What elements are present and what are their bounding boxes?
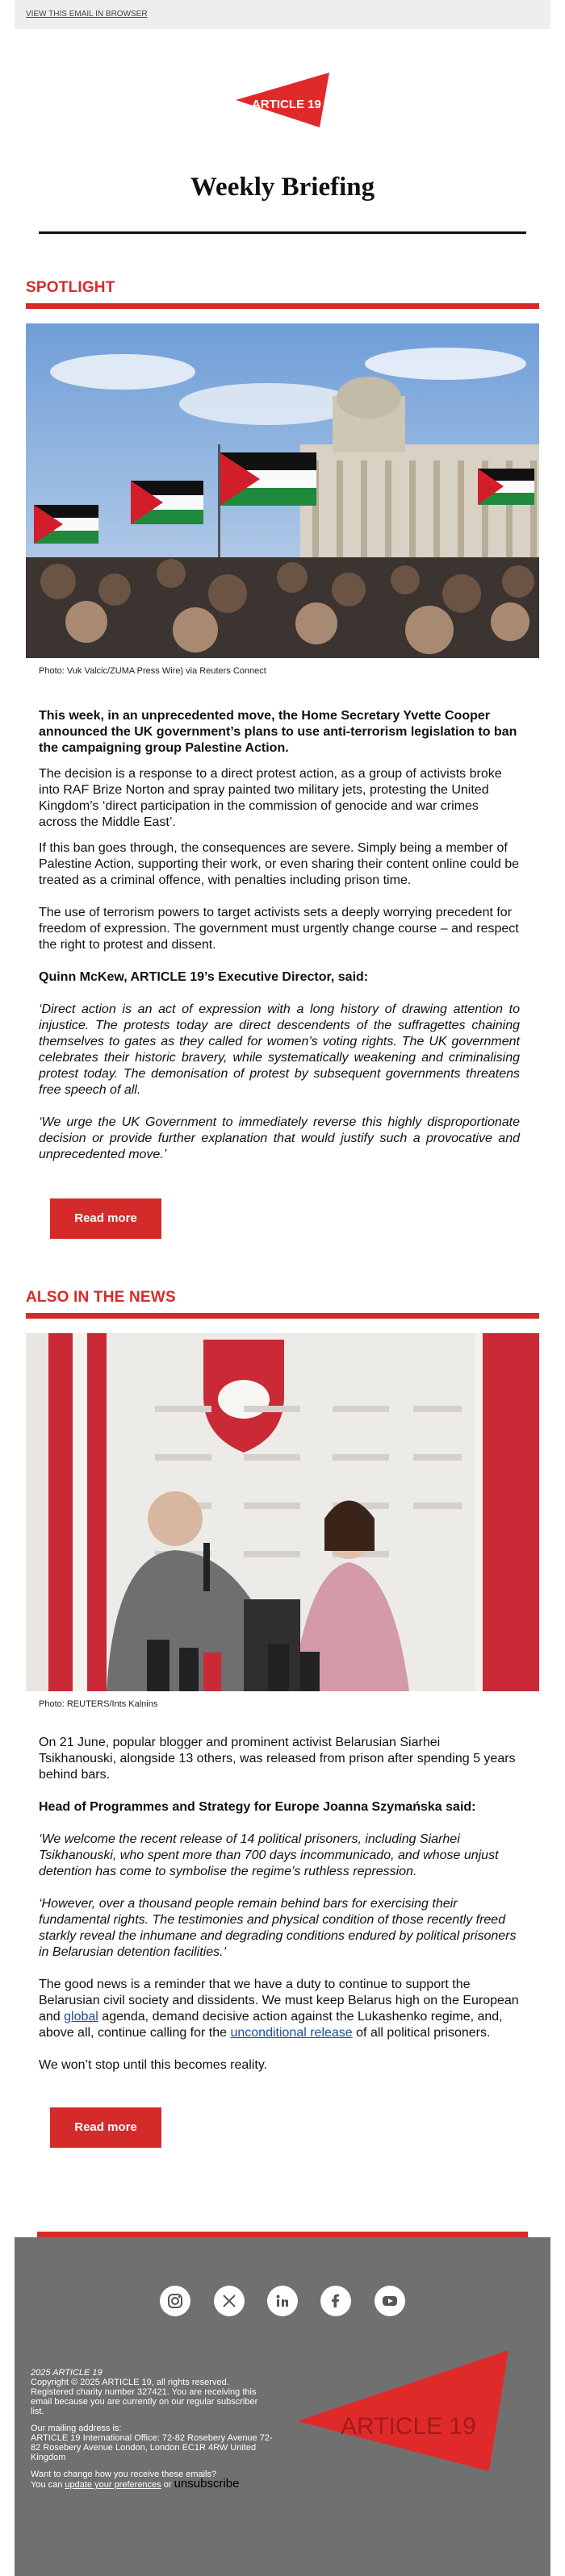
news-divider: [26, 1313, 539, 1319]
news-body: [39, 1735, 520, 2074]
spotlight-paragraph-1: The decision is a response to a direct protest action, as a group of activists broke into RAF Brize Norton and spray painted two military jets, protesting the United Kingdom’s ‘direct participation in the commission of genocide and war crimes across the Middle East’.: [39, 767, 502, 829]
top-bar: [15, 0, 550, 29]
spotlight-divider: [26, 303, 539, 309]
instagram-icon[interactable]: [160, 2286, 190, 2316]
spotlight-paragraph-3: The use of terrorism powers to target activists sets a deeply worrying precedent for freedom of expression. The government must urgently change course – and respect the right to protest and dissent.: [39, 906, 519, 952]
spotlight-lead: This week, in an unprecedented move, the Home Secretary Yvette Cooper announced the UK government’s plans to use anti-terrorism legislation to ban the campaigning group Palestine Action.: [39, 709, 517, 755]
title-divider: [39, 231, 526, 234]
news-paragraph-2: [39, 1977, 520, 2041]
spotlight-paragraph-2: If this ban goes through, the consequences are severe. Simply being a member of Palestine Action, supporting their work, or even sharing their content online could be treated as a criminal offence, with penalties including prison time.: [39, 841, 520, 887]
linkedin-icon[interactable]: [267, 2286, 298, 2316]
spotlight-body: [39, 708, 520, 1163]
article19-logo: [226, 73, 339, 127]
news-quote-1: ‘We welcome the recent release of 14 political prisoners, including Siarhei Tsikhanouski, who spent more than 700 days incommunicado, and whose unjust detention has come to symbolise the regime’s ruthless repression.: [39, 1832, 499, 1878]
logo-text: ARTICLE 19: [252, 98, 321, 111]
spotlight-quote-2: ‘We urge the UK Government to immediately reverse this highly disproportionate decision or provide further explanation that would justify such a provocative and unprecedented move.’: [39, 1115, 520, 1161]
news-read-more-button[interactable]: Read more: [50, 2107, 161, 2148]
protest-photo[interactable]: [26, 323, 539, 658]
news-paragraph-2-part-b: agenda, demand decisive action against the Lukashenko regime, and, above all, continue calling for the: [39, 2010, 503, 2040]
news-quote-heading: Head of Programmes and Strategy for Europe Joanna Szymańska said:: [39, 1800, 476, 1814]
footer-address: ARTICLE 19 International Office: 72-82 Rosebery Avenue 72-82 Rosebery Avenue London, London EC1R 4RW United Kingdom: [31, 2433, 273, 2462]
spotlight-quote-heading: Quinn McKew, ARTICLE 19’s Executive Director, said:: [39, 970, 369, 984]
spotlight-quote-1: ‘Direct action is an act of expression with a long history of drawing attention to injustice. The protests today are direct descendents of the suffragettes chaining themselves to gates as they called for women’s voting rights. The UK government celebrates their historic bravery, while systematically weakening and criminalising protest today. The demonisation of protest by subsequent governments threatens free speech of all.: [39, 1002, 520, 1097]
footer-logo-text: ARTICLE 19: [341, 2413, 476, 2440]
news-paragraph-1: On 21 June, popular blogger and prominent activist Belarusian Siarhei Tsikhanouski, alongside 13 others, was released from prison after spending 5 years behind bars.: [39, 1736, 516, 1782]
footer-address-label: Our mailing address is:: [31, 2424, 122, 2433]
news-quote-2: ‘However, over a thousand people remain behind bars for exercising their fundamental rights. The testimonies and physical condition of those recently freed starkly reveal the inhumane and degrading conditions endured by political prisoners in Belarusian detention facilities.’: [39, 1897, 517, 1959]
footer-info: [31, 2368, 273, 2497]
footer: [15, 2237, 550, 2576]
spotlight-heading: SPOTLIGHT: [26, 279, 115, 296]
page-title: Weekly Briefing: [190, 173, 375, 202]
youtube-icon[interactable]: [375, 2286, 405, 2316]
facebook-icon[interactable]: [320, 2286, 351, 2316]
global-link[interactable]: global: [64, 2010, 98, 2024]
view-in-browser-link[interactable]: VIEW THIS EMAIL IN BROWSER: [26, 10, 148, 19]
unsubscribe-link[interactable]: unsubscribe: [174, 2477, 240, 2491]
x-icon[interactable]: [214, 2286, 245, 2316]
social-links: [15, 2286, 550, 2316]
footer-charity: Registered charity number 327421. You are receiving this email because you are currently on our regular subscriber list.: [31, 2387, 258, 2416]
email-body: [15, 73, 550, 2237]
belarus-press-photo[interactable]: [26, 1333, 539, 1691]
news-heading: ALSO IN THE NEWS: [26, 1289, 176, 1306]
footer-change-prefix: You can: [31, 2480, 65, 2490]
footer-article19-logo[interactable]: [297, 2350, 515, 2471]
news-paragraph-2-part-c: of all political prisoners.: [352, 2026, 491, 2040]
footer-divider: [37, 2232, 528, 2237]
news-photo-caption: Photo: REUTERS/Ints Kalnins: [39, 1699, 158, 1709]
spotlight-photo-caption: Photo: Vuk Valcic/ZUMA Press Wire) via Reuters Connect: [39, 666, 266, 676]
unconditional-release-link[interactable]: unconditional release: [230, 2026, 353, 2040]
header-logo[interactable]: [15, 73, 550, 145]
footer-change-or: or: [161, 2480, 174, 2490]
news-paragraph-3: We won’t stop until this becomes reality.: [39, 2058, 268, 2072]
footer-change-question: Want to change how you receive these emails?: [31, 2470, 217, 2479]
footer-year: 2025 ARTICLE 19: [31, 2368, 103, 2378]
footer-change-options: [31, 2479, 273, 2490]
footer-copyright: Copyright © 2025 ARTICLE 19, all rights reserved.: [31, 2378, 229, 2387]
news-paragraph-2-part-a: The good news is a reminder that we have a duty to continue to support the Belarusian civil society and dissidents. We must keep Belarus high on the European and: [39, 1978, 519, 2024]
spotlight-read-more-button[interactable]: Read more: [50, 1198, 161, 1239]
update-preferences-link[interactable]: update your preferences: [65, 2480, 161, 2490]
